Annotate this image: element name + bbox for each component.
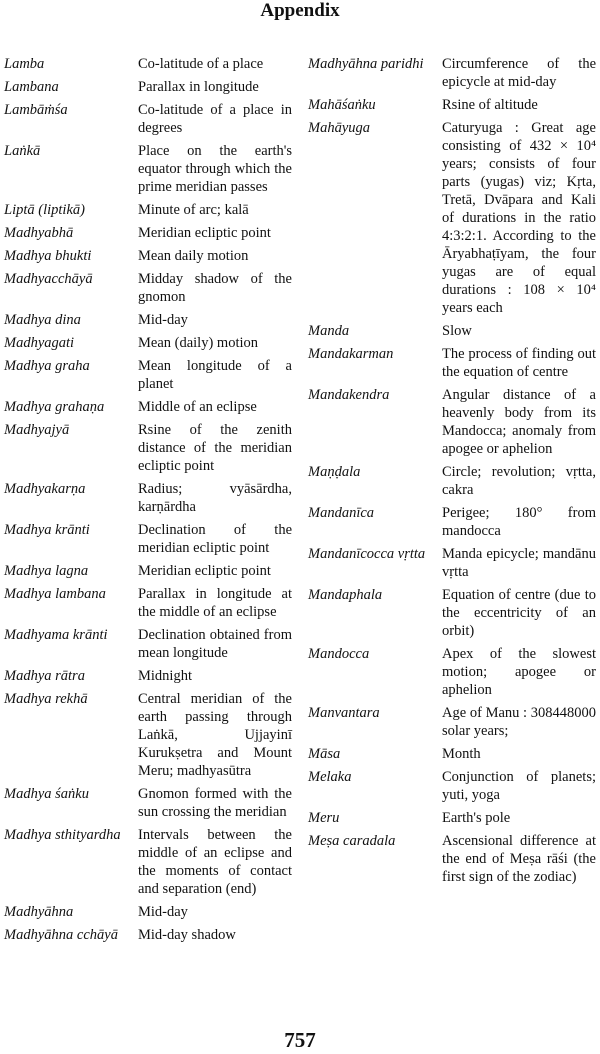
glossary-term: Madhyabhā xyxy=(4,225,74,241)
glossary-term: Madhya krānti xyxy=(4,522,90,538)
glossary-definition: Angular distance of a heavenly body from its Mandocca; anomaly from apogee or aphelion xyxy=(442,387,596,457)
glossary-entry xyxy=(4,334,294,352)
glossary-definition: Age of Manu : 308448000 solar years; xyxy=(442,705,596,739)
glossary-entry xyxy=(308,119,596,317)
glossary-term: Lamba xyxy=(4,56,45,72)
glossary-entry xyxy=(4,667,294,685)
glossary-definition: Co-latitude of a place xyxy=(138,56,264,72)
glossary-definition: Circumference of the epicycle at mid-day xyxy=(442,56,596,90)
glossary-entry xyxy=(308,322,596,340)
glossary-entry xyxy=(4,626,294,662)
glossary-entry xyxy=(4,311,294,329)
glossary-definition: Meridian ecliptic point xyxy=(138,563,271,579)
glossary-term: Meṣa caradala xyxy=(308,833,396,849)
glossary-definition: Caturyuga : Great age consisting of 432 × 10⁴ years; consists of four parts (yugas) viz; Kṛta, Tretā, Dvāpara and Kali of durations in the ratio 4:3:2:1. According to the Āryabhaṭīyam, the four yugas are of equal durations : 108 × 10⁴ years each xyxy=(442,120,596,316)
glossary-term: Madhyama krānti xyxy=(4,627,108,643)
glossary-definition: Parallax in longitude at the middle of an eclipse xyxy=(138,586,292,620)
glossary-term: Mandanīcocca vṛtta xyxy=(308,546,426,562)
glossary-entry xyxy=(4,101,294,137)
glossary-entry xyxy=(308,545,596,581)
glossary-entry xyxy=(4,585,294,621)
glossary-term: Mandaphala xyxy=(308,587,383,603)
glossary-column-left xyxy=(4,55,294,949)
glossary-entry xyxy=(308,704,596,740)
glossary-definition: Earth's pole xyxy=(442,810,511,826)
glossary-term: Lambana xyxy=(4,79,59,95)
glossary-entry xyxy=(4,521,294,557)
glossary-term: Liptā (liptikā) xyxy=(4,202,85,218)
glossary-definition: Minute of arc; kalā xyxy=(138,202,249,218)
glossary-definition: Central meridian of the earth passing through Laṅkā, Ujjayinī Kurukṣetra and Mount Meru; madhyasūtra xyxy=(138,691,292,779)
glossary-entry xyxy=(308,645,596,699)
glossary-definition: Radius; vyāsārdha, karṇārdha xyxy=(138,481,292,515)
glossary-definition: Gnomon formed with the sun crossing the meridian xyxy=(138,786,292,820)
glossary-term: Manvantara xyxy=(308,705,380,721)
glossary-term: Māsa xyxy=(308,746,341,762)
glossary-entry xyxy=(308,386,596,458)
glossary-term: Madhya sthityardha xyxy=(4,827,121,843)
glossary-entry xyxy=(308,809,596,827)
glossary-definition: Conjunction of planets; yuti, yoga xyxy=(442,769,596,803)
glossary-term: Madhya grahaṇa xyxy=(4,399,105,415)
glossary-entry xyxy=(4,201,294,219)
glossary-definition: Parallax in longitude xyxy=(138,79,259,95)
glossary-term: Madhyāhna cchāyā xyxy=(4,927,118,943)
glossary-definition: The process of finding out the equation of centre xyxy=(442,346,596,380)
glossary-term: Madhya dina xyxy=(4,312,81,328)
glossary-entry xyxy=(4,398,294,416)
glossary-definition: Manda epicycle; mandānu vṛtta xyxy=(442,546,596,580)
glossary-entry xyxy=(308,745,596,763)
glossary-definition: Slow xyxy=(442,323,472,339)
glossary-definition: Middle of an eclipse xyxy=(138,399,257,415)
glossary-definition: Month xyxy=(442,746,481,762)
glossary-term: Mahāyuga xyxy=(308,120,371,136)
page-number: 757 xyxy=(284,1028,316,1052)
glossary-term: Mandocca xyxy=(308,646,370,662)
glossary-term: Madhyacchāyā xyxy=(4,271,93,287)
glossary-entry xyxy=(4,421,294,475)
glossary-entry xyxy=(4,562,294,580)
glossary-term: Mandakarman xyxy=(308,346,394,362)
glossary-definition: Rsine of altitude xyxy=(442,97,538,113)
glossary-definition: Midday shadow of the gnomon xyxy=(138,271,292,305)
glossary-definition: Mean (daily) motion xyxy=(138,335,259,351)
glossary-definition: Intervals between the middle of an eclipse and the moments of contact and separation (end) xyxy=(138,827,292,897)
glossary-definition: Mean daily motion xyxy=(138,248,249,264)
glossary-entry xyxy=(308,463,596,499)
glossary-entry xyxy=(4,690,294,780)
glossary-entry xyxy=(308,832,596,886)
glossary-entry xyxy=(4,903,294,921)
glossary-column-right xyxy=(308,55,596,891)
glossary-entry xyxy=(308,586,596,640)
glossary-definition: Circle; revolution; vṛtta, cakra xyxy=(442,464,596,498)
glossary-definition: Mid-day xyxy=(138,904,188,920)
glossary-entry xyxy=(4,480,294,516)
glossary-term: Madhyagati xyxy=(4,335,75,351)
glossary-entry xyxy=(4,357,294,393)
glossary-term: Meru xyxy=(308,810,340,826)
glossary-term: Madhya rātra xyxy=(4,668,85,684)
glossary-definition: Apex of the slowest motion; apogee or aphelion xyxy=(442,646,596,698)
glossary-entry xyxy=(308,96,596,114)
glossary-term: Mahāśaṅku xyxy=(308,97,376,113)
glossary-entry xyxy=(308,55,596,91)
glossary-definition: Equation of centre (due to the eccentricity of an orbit) xyxy=(442,587,596,639)
glossary-term: Madhya lambana xyxy=(4,586,106,602)
glossary-entry xyxy=(308,768,596,804)
glossary-entry xyxy=(4,78,294,96)
glossary-entry xyxy=(4,926,294,944)
glossary-term: Maṇḍala xyxy=(308,464,361,480)
glossary-definition: Midnight xyxy=(138,668,192,684)
glossary-definition: Perigee; 180° from mandocca xyxy=(442,505,596,539)
glossary-definition: Rsine of the zenith distance of the meridian ecliptic point xyxy=(138,422,292,474)
glossary-term: Mandakendra xyxy=(308,387,390,403)
glossary-term: Manda xyxy=(308,323,350,339)
glossary-term: Madhyajyā xyxy=(4,422,70,438)
glossary-entry xyxy=(4,826,294,898)
glossary-term: Madhya graha xyxy=(4,358,90,374)
glossary-term: Madhya bhukti xyxy=(4,248,92,264)
glossary-term: Lambāṁśa xyxy=(4,102,68,118)
glossary-entry xyxy=(308,345,596,381)
glossary-term: Mandanīca xyxy=(308,505,375,521)
glossary-term: Laṅkā xyxy=(4,143,41,159)
glossary-definition: Place on the earth's equator through which the prime meridian passes xyxy=(138,143,292,195)
glossary-term: Madhyāhna xyxy=(4,904,74,920)
glossary-entry xyxy=(4,247,294,265)
glossary-definition: Mid-day shadow xyxy=(138,927,236,943)
glossary-term: Madhya śaṅku xyxy=(4,786,89,802)
glossary-term: Madhyakarṇa xyxy=(4,481,86,497)
glossary-entry xyxy=(4,270,294,306)
page-title: Appendix xyxy=(260,0,340,21)
glossary-term: Madhya lagna xyxy=(4,563,89,579)
glossary-term: Melaka xyxy=(308,769,352,785)
glossary-entry xyxy=(4,55,294,73)
glossary-definition: Co-latitude of a place in degrees xyxy=(138,102,292,136)
glossary-entry xyxy=(308,504,596,540)
glossary-definition: Declination obtained from mean longitude xyxy=(138,627,292,661)
glossary-term: Madhya rekhā xyxy=(4,691,88,707)
glossary-definition: Declination of the meridian ecliptic point xyxy=(138,522,292,556)
glossary-entry xyxy=(4,142,294,196)
glossary-entry xyxy=(4,785,294,821)
glossary-definition: Ascensional difference at the end of Meṣa rāśi (the first sign of the zodiac) xyxy=(442,833,596,885)
glossary-term: Madhyāhna paridhi xyxy=(308,56,424,72)
glossary-entry xyxy=(4,224,294,242)
glossary-definition: Meridian ecliptic point xyxy=(138,225,271,241)
glossary-definition: Mean longitude of a planet xyxy=(138,358,292,392)
glossary-definition: Mid-day xyxy=(138,312,188,328)
